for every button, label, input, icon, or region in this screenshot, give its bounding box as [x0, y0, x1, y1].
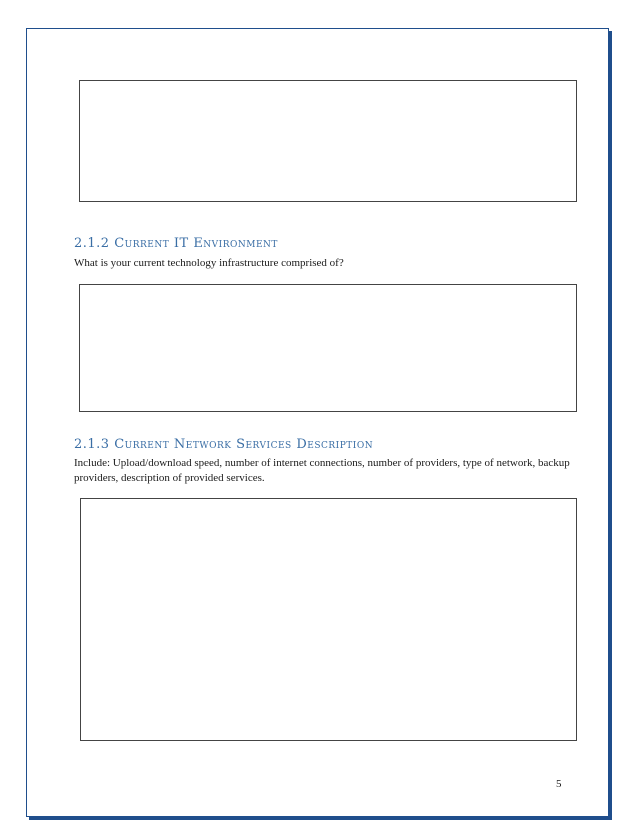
- section-prompt-network-services: Include: Upload/download speed, number of internet connections, number of providers, type of network, backup providers, description of provided services.: [74, 457, 570, 484]
- answer-box-current-it-environment[interactable]: [79, 284, 577, 412]
- answer-box-previous-section[interactable]: [79, 80, 577, 202]
- answer-box-network-services[interactable]: [80, 498, 577, 741]
- section-heading-network-services: 2.1.3 Current Network Services Description: [74, 437, 374, 452]
- section-prompt-current-it-environment: What is your current technology infrastructure comprised of?: [74, 257, 344, 269]
- section-heading-current-it-environment: 2.1.2 Current IT Environment: [74, 236, 278, 251]
- page-number: 5: [556, 778, 562, 790]
